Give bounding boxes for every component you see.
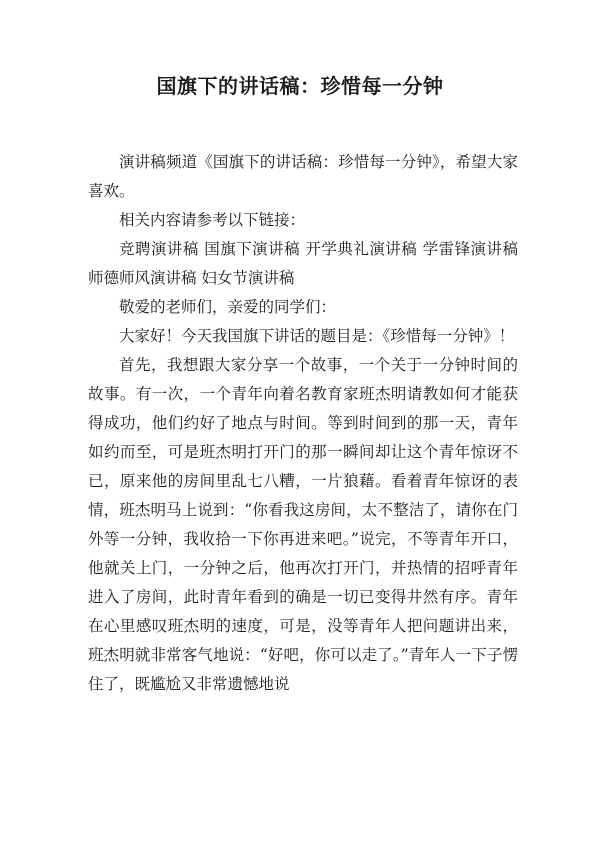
document-body xyxy=(88,148,518,699)
salutation: 敬爱的老师们，亲爱的同学们： xyxy=(119,298,337,316)
document-title: 国旗下的讲话稿：珍惜每一分钟 xyxy=(156,74,444,98)
story-paragraph: 首先，我想跟大家分享一个故事，一个关于一分钟时间的故事。有一次，一个青年向着名教育家班杰明请教如何才能获得成功，他们约好了地点与时间。等到时间到的那一天，青年如约而至，可是班杰明打开门的那一瞬间却让这个青年惊讶不已，原来他的房间里乱七八糟，一片狼藉。看着青年惊讶的表情，班杰明马上说到：“你看我这房间，太不整洁了，请你在门外等一分钟，我收拾一下你再进来吧。”说完，不等青年开口，他就关上门，一分钟之后，他再次打开门，并热情的招呼青年进入了房间，此时青年看到的确是一切已变得井然有序。青年在心里感叹班杰明的速度，可是，没等青年人把问题讲出来，班杰明就非常客气地说：“好吧，你可以走了。”青年人一下子愣住了，既尴尬又非常遗憾地说 xyxy=(88,356,518,693)
related-links-heading: 相关内容请参考以下链接： xyxy=(119,211,306,229)
intro-paragraph: 演讲稿频道《国旗下的讲话稿：珍惜每一分钟》，希望大家喜欢。 xyxy=(88,153,518,200)
related-links-list[interactable]: 竞聘演讲稿 国旗下演讲稿 开学典礼演讲稿 学雷锋演讲稿 师德师风演讲稿 妇女节演讲稿 xyxy=(88,240,518,287)
greeting-paragraph: 大家好！今天我国旗下讲话的题目是：《珍惜每一分钟》！ xyxy=(119,327,515,345)
